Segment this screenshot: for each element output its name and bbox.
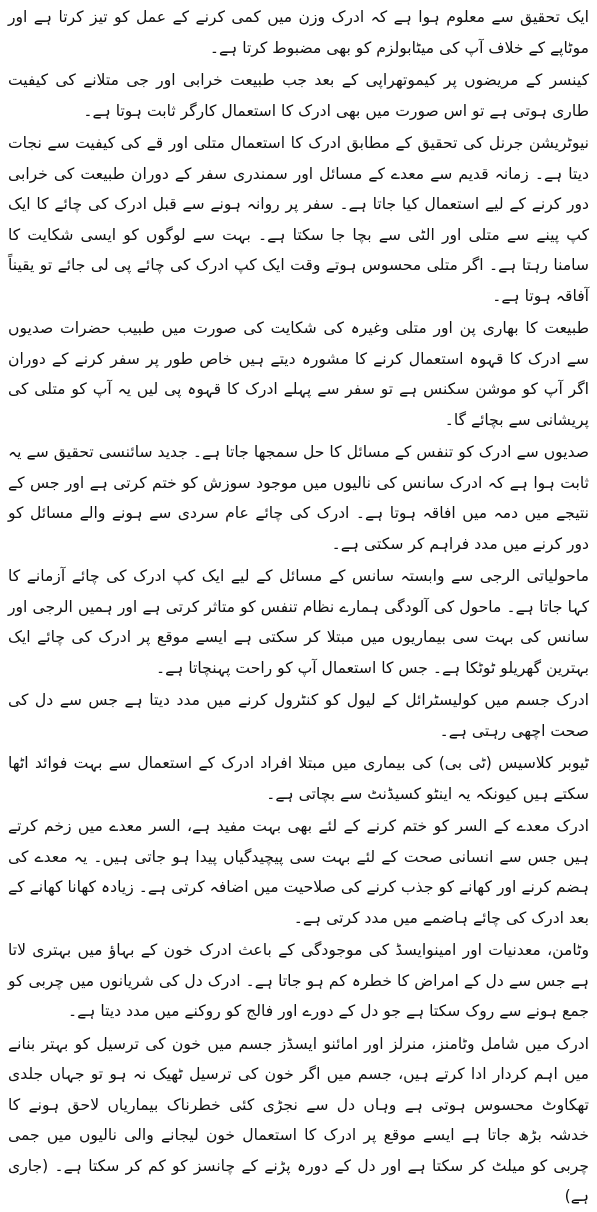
paragraph-cholesterol (8, 685, 589, 746)
paragraph-chemotherapy (8, 65, 589, 126)
paragraph-text: ایک تحقیق سے معلوم ہوا ہے کہ ادرک وزن میں کمی کرنے کے عمل کو تیز کرتا ہے اور موٹاپے کے خلاف آپ کی میٹابولزم کو بھی مضبوط کرتا ہے۔ (8, 8, 589, 57)
paragraph-text: وٹامن، معدنیات اور امینوایسڈ کی موجودگی کے باعث ادرک خون کے بہاؤ میں بہتری لاتا ہے جس سے دل کے امراض کا خطرہ کم ہو جاتا ہے۔ ادرک دل کی شریانوں میں چربی کو جمع ہونے سے روک سکتا ہے جو دل کے دورے اور فالج کو روکنے میں مدد دیتا ہے۔ (8, 941, 589, 1020)
paragraph-text: ادرک میں شامل وٹامنز، منرلز اور امائنو ایسڈز جسم میں خون کی ترسیل کو بہتر بنانے میں اہم کردار ادا کرتے ہیں، جسم میں اگر خون کی ترسیل ٹھیک نہ ہو تو جہاں جلدی تھکاوٹ محسوس ہوتی ہے وہاں دل سے نجڑی کئی خطرناک بیماریاں لاحق ہونے کا خدشہ بڑھ جاتا ہے ایسے موقع پر ادرک کا استعمال خون لیجانے والی نالیوں میں جمی چربی کو میلٹ کر سکتا ہے اور دل کے دورہ پڑنے کے چانسز کو کم کر سکتا ہے۔ (جاری ہے) (8, 1034, 589, 1205)
paragraph-text: کینسر کے مریضوں پر کیموتھراپی کے بعد جب طبیعت خرابی اور جی متلانے کی کیفیت طاری ہوتی ہے تو اس صورت میں بھی ادرک کا استعمال کارگر ثابت ہوتا ہے۔ (8, 71, 589, 120)
paragraph-text: ادرک جسم میں کولیسٹرائل کے لیول کو کنٹرول کرنے میں مدد دیتا ہے جس سے دل کی صحت اچھی رہتی ہے۔ (8, 691, 589, 740)
paragraph-text: ٹیوبر کلاسیس (ٹی بی) کی بیماری میں مبتلا افراد ادرک کے استعمال سے بہت فوائد اٹھا سکتے ہیں کیونکہ یہ اینٹو کسیڈنٹ سے بچاتی ہے۔ (8, 754, 589, 803)
paragraph-blood-circulation (8, 1029, 589, 1212)
paragraph-allergy (8, 561, 589, 683)
paragraph-text: صدیوں سے ادرک کو تنفس کے مسائل کا حل سمجھا جاتا ہے۔ جدید سائنسی تحقیق سے یہ ثابت ہوا ہے کہ ادرک سانس کی نالیوں میں موجود سوزش کو ختم کرتی ہے اور جس کے نتیجے میں دمہ میں افاقہ ہوتا ہے۔ ادرک کی چائے عام سردی سے ہونے والے مسائل کو دور کرنے میں مدد فراہم کر سکتی ہے۔ (8, 443, 589, 553)
paragraph-nausea-research (8, 128, 589, 311)
paragraph-text: ادرک معدے کے السر کو ختم کرنے کے لئے بھی بہت مفید ہے، السر معدے میں زخم کرتے ہیں جس سے انسانی صحت کے لئے بہت سی پیچیدگیاں پیدا ہو جاتی ہیں۔ یہ معدے کی ہضم کرنے اور کھانے کو جذب کرنے کی صلاحیت میں اضافہ کرتی ہے۔ زیادہ کھانا کھانے کے بعد ادرک کی چائے ہاضمے میں مدد کرتی ہے۔ (8, 817, 589, 927)
paragraph-tuberculosis (8, 748, 589, 809)
paragraph-heart-health (8, 935, 589, 1027)
paragraph-text: ماحولیاتی الرجی سے وابستہ سانس کے مسائل کے لیے ایک کپ ادرک کی چائے آزمانے کا کہا جاتا ہے۔ ماحول کی آلودگی ہمارے نظام تنفس کو متاثر کرتی ہے اور ہمیں الرجی اور سانس کی بہت سی بیماریوں میں مبتلا کر سکتی ہے ایسے موقع پر ادرک کی چائے ایک بہترین گھریلو ٹوٹکا ہے۔ جس کا استعمال آپ کو راحت پہنچاتا ہے۔ (8, 567, 589, 677)
paragraph-motion-sickness (8, 313, 589, 435)
paragraph-ulcer-digestion (8, 811, 589, 933)
paragraph-text: طبیعت کا بھاری پن اور متلی وغیرہ کی شکایت کی صورت میں طبیب حضرات صدیوں سے ادرک کا قہوہ استعمال کرنے کا مشورہ دیتے ہیں خاص طور پر سفر کرنے کے دوران اگر آپ کو موشن سکنس ہے تو سفر سے پہلے ادرک کا قہوہ پی لیں یہ آپ کو متلی کی پریشانی سے بچائے گا۔ (8, 319, 589, 429)
paragraph-weight-loss (8, 2, 589, 63)
paragraph-text: نیوٹریشن جرنل کی تحقیق کے مطابق ادرک کا استعمال متلی اور قے کی کیفیت سے نجات دیتا ہے۔ زمانہ قدیم سے معدے کے مسائل اور سمندری سفر کے دوران طبیعت کی خرابی دور کرنے کے لیے استعمال کیا جاتا ہے۔ سفر پر روانہ ہونے سے قبل ادرک کی چائے کا ایک کپ پینے سے متلی اور الٹی سے بچا جا سکتا ہے۔ بہت سے لوگوں کو ایسی شکایت کا سامنا رہتا ہے۔ اگر متلی محسوس ہوتے وقت ایک کپ ادرک کی چائے پی لی جائے تو یقیناً آفاقہ ہوتا ہے۔ (8, 134, 589, 305)
paragraph-respiratory (8, 437, 589, 559)
